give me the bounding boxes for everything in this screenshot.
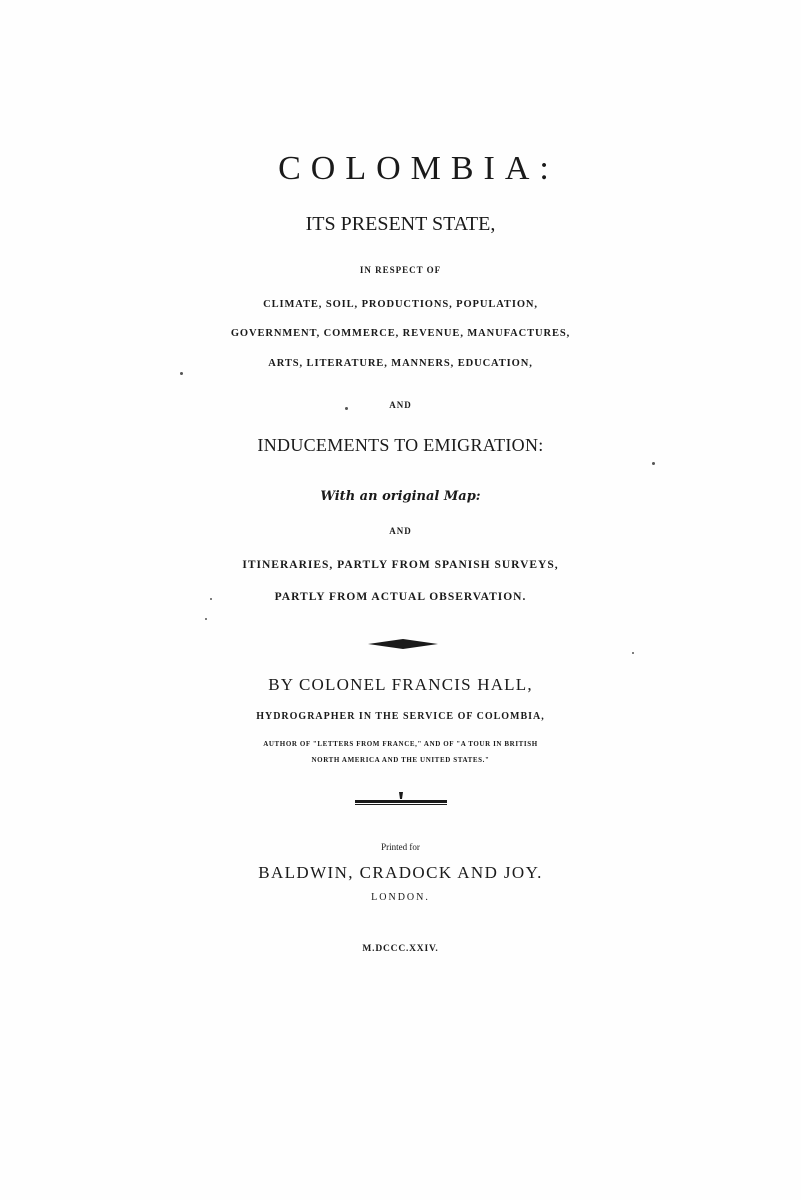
- author-works-line-2: NORTH AMERICA AND THE UNITED STATES.": [311, 756, 490, 764]
- inducements-heading: INDUCEMENTS TO EMIGRATION:: [257, 435, 544, 455]
- print-speck: [632, 652, 634, 654]
- print-speck: [180, 372, 183, 375]
- publication-date: M.DCCC.XXIV.: [362, 944, 439, 954]
- print-speck: [210, 598, 212, 600]
- conjunction-and-2: AND: [389, 526, 412, 536]
- print-speck: [652, 462, 655, 465]
- topics-line-3: ARTS, LITERATURE, MANNERS, EDUCATION,: [268, 358, 533, 369]
- ornamental-rule-2: [355, 790, 447, 808]
- publisher-name: BALDWIN, CRADOCK AND JOY.: [258, 863, 543, 882]
- book-subtitle: ITS PRESENT STATE,: [305, 213, 496, 235]
- itineraries-line-2: PARTLY FROM ACTUAL OBSERVATION.: [274, 591, 527, 603]
- print-speck: [205, 618, 207, 620]
- conjunction-and-1: AND: [389, 400, 412, 410]
- print-speck: [345, 407, 348, 410]
- itineraries-line-1: ITINERARIES, PARTLY FROM SPANISH SURVEYS,: [242, 559, 559, 571]
- publisher-city: LONDON.: [371, 892, 430, 903]
- author-works-line-1: AUTHOR OF "LETTERS FROM FRANCE," AND OF "A TOUR IN BRITISH: [263, 740, 538, 748]
- printed-for: Printed for: [381, 842, 420, 852]
- with-map-note: With an original Map:: [320, 489, 481, 504]
- author-name: BY COLONEL FRANCIS HALL,: [268, 675, 533, 694]
- ornamental-rule-1: [368, 637, 438, 651]
- in-respect-of: IN RESPECT OF: [359, 265, 442, 275]
- author-role: HYDROGRAPHER IN THE SERVICE OF COLOMBIA,: [256, 711, 545, 722]
- topics-line-2: GOVERNMENT, COMMERCE, REVENUE, MANUFACTURES,: [230, 328, 571, 339]
- book-title: COLOMBIA:: [278, 150, 559, 187]
- topics-line-1: CLIMATE, SOIL, PRODUCTIONS, POPULATION,: [263, 299, 538, 310]
